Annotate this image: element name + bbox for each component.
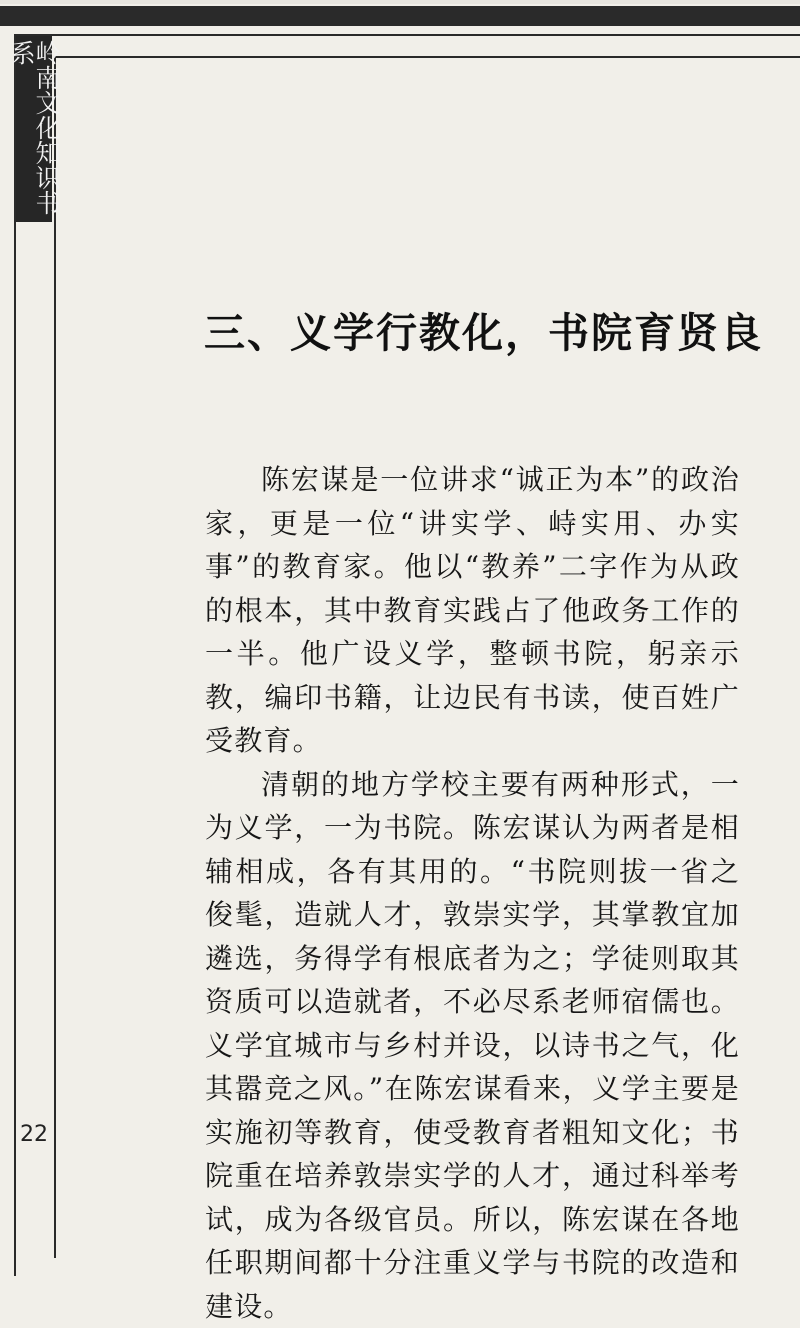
paragraph: 清朝的地方学校主要有两种形式，一为义学，一为书院。陈宏谋认为两者是相辅相成，各有其用的。“书院则拔一省之俊髦，造就人才，敦崇实学，其掌教宜加遴选，务得学有根底者为之；学徒则取其资质可以造就者，不必尽系老师宿儒也。义学宜城市与乡村并设，以诗书之气，化其嚣竞之风。”在陈宏谋看来，义学主要是实施初等教育，使受教育者粗知文化；书院重在培养敦崇实学的人才，通过科举考试，成为各级官员。所以，陈宏谋在各地任职期间都十分注重义学与书院的改造和建设。 [205,763,740,1328]
section-title: 三、义学行教化，书院育贤良 [204,300,763,359]
body-text [205,458,740,1328]
series-label: 岭南文化知识书系 [16,40,52,220]
paragraph: 陈宏谋是一位讲求“诚正为本”的政治家，更是一位“讲实学、峙实用、办实事”的教育家。他以“教养”二字作为从政的根本，其中教育实践占了他政务工作的一半。他广设义学，整顿书院，躬亲示教，编印书籍，让边民有书读，使百姓广受教育。 [205,458,740,763]
top-rule-thin [0,0,800,4]
top-rule [0,6,800,26]
page-number: 22 [20,1122,48,1147]
